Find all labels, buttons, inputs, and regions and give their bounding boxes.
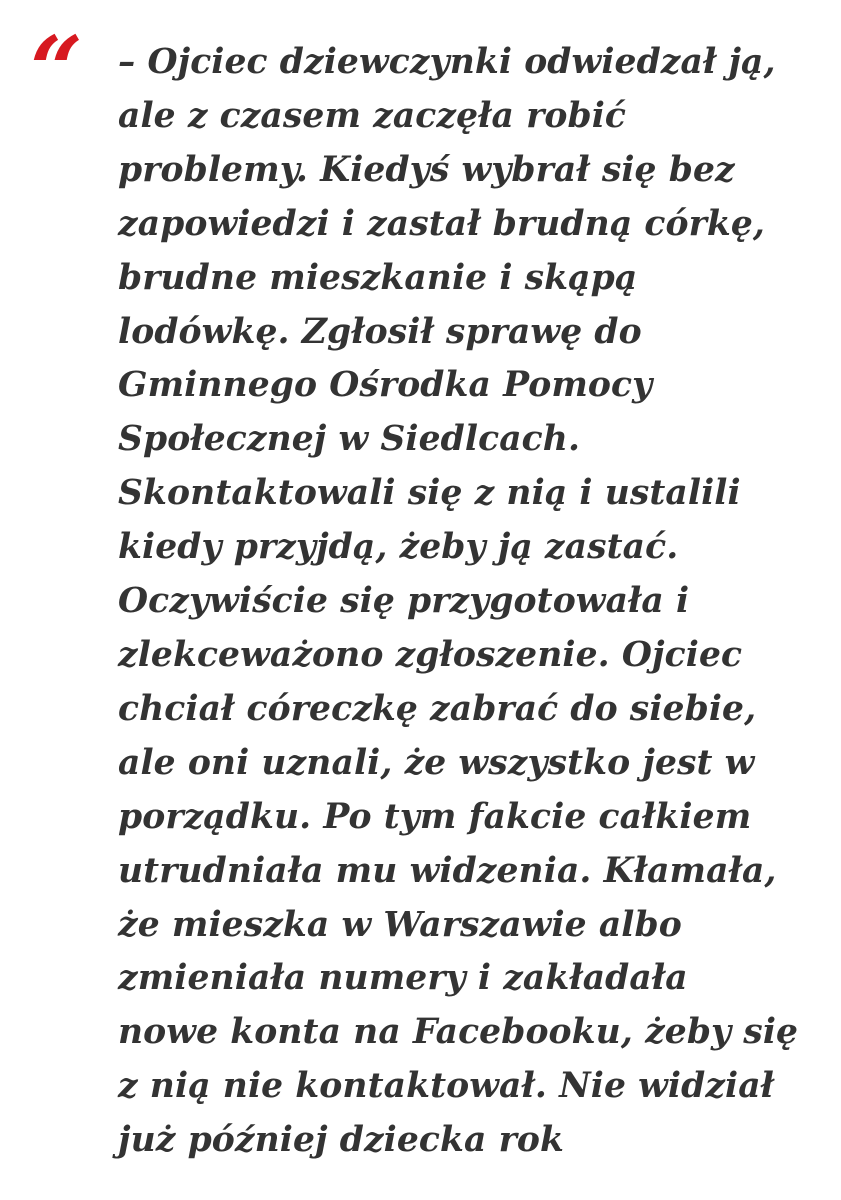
quote-text xyxy=(118,36,818,1168)
quote-line: zapowiedzi i zastał brudną córkę, xyxy=(118,203,766,244)
quote-mark-icon: “ xyxy=(30,16,83,124)
quote-line: Społecznej w Siedlcach. xyxy=(118,419,581,460)
quote-line: zlekceważono zgłoszenie. Ojciec xyxy=(118,634,743,675)
quote-line: nowe konta na Facebooku, żeby się xyxy=(118,1012,799,1053)
quote-line: zmieniała numery i zakładała xyxy=(118,958,688,999)
quote-line: lodówkę. Zgłosił sprawę do xyxy=(118,311,642,352)
quote-line: chciał córeczkę zabrać do siebie, xyxy=(118,688,757,729)
quote-line: kiedy przyjdą, żeby ją zastać. xyxy=(118,527,679,568)
quote-line: problemy. Kiedyś wybrał się bez xyxy=(118,149,735,190)
quote-line: Oczywiście się przygotowała i xyxy=(118,581,690,622)
quote-line: ale oni uznali, że wszystko jest w xyxy=(118,742,755,783)
quote-line: Gminnego Ośrodka Pomocy xyxy=(118,365,653,406)
quote-line: – Ojciec dziewczynki odwiedzał ją, xyxy=(118,42,776,82)
quote-line: brudne mieszkanie i skąpą xyxy=(118,257,638,298)
quote-line: Skontaktowali się z nią i ustalili xyxy=(118,473,741,514)
quote-line: że mieszka w Warszawie albo xyxy=(118,904,682,945)
quote-line: utrudniała mu widzenia. Kłamała, xyxy=(118,850,777,891)
quote-line: ale z czasem zaczęła robić xyxy=(118,95,627,136)
quote-line: porządku. Po tym fakcie całkiem xyxy=(118,796,752,837)
quote-line: już później dziecka rok xyxy=(118,1120,564,1161)
quote-line: z nią nie kontaktował. Nie widział xyxy=(118,1066,775,1107)
